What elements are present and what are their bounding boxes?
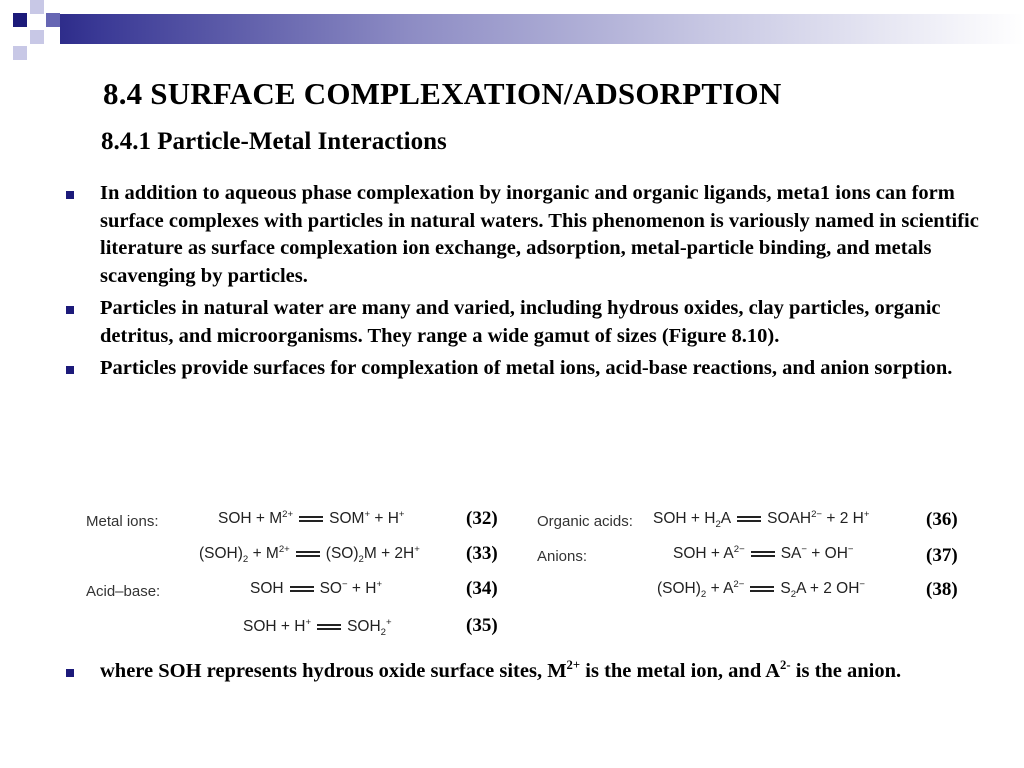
square-bullet-icon	[66, 366, 74, 374]
bullet-item	[64, 355, 984, 383]
equation-number: (38)	[926, 579, 958, 600]
equilibrium-arrow-icon	[750, 586, 774, 592]
equilibrium-arrow-icon	[317, 624, 341, 630]
slide-subtitle: 8.4.1 Particle-Metal Interactions	[101, 128, 447, 155]
equation-number: (34)	[466, 578, 498, 599]
equilibrium-arrow-icon	[290, 586, 314, 592]
square-bullet-icon	[66, 306, 74, 314]
bullet-text: Particles provide surfaces for complexation of metal ions, acid-base reactions, and anion sorption.	[100, 357, 953, 379]
bullet-text: Particles in natural water are many and varied, including hydrous oxides, clay particles, organic detritus, and microorganisms. They range a wide gamut of sizes (Figure 8.10).	[100, 297, 941, 347]
equation-38: $(SOH)_2 + A^{2-}$ $S_2A + 2$ OH−	[657, 578, 865, 601]
superscript: 2-	[780, 658, 791, 673]
equilibrium-arrow-icon	[296, 551, 320, 557]
deco-square-mid	[46, 13, 60, 27]
deco-square-light	[13, 46, 27, 60]
text-segment: is the anion.	[790, 660, 902, 682]
equilibrium-arrow-icon	[751, 551, 775, 557]
text-segment: where SOH represents hydrous oxide surface sites, M	[100, 660, 567, 682]
equation-37: SOH + $A^{2-}$ SA− + OH−	[673, 543, 854, 562]
equation-36: SOH + $H_2A$ $SOAH^{2-} + 2$ H+	[653, 508, 870, 531]
equation-34: SOH SO− + H+	[250, 578, 383, 597]
deco-square-light	[30, 0, 44, 14]
equilibrium-arrow-icon	[299, 516, 323, 522]
bullet-text: In addition to aqueous phase complexation by inorganic and organic ligands, meta1 ions can form surface complexes with particles in natural waters. This phenomenon is variously named in scientific literature as surface complexation ion exchange, adsorption, metal-particle binding, and metals scavenging by particles.	[100, 182, 979, 287]
equation-number: (35)	[466, 615, 498, 636]
equation-number: (32)	[466, 508, 498, 529]
bullet-item	[64, 180, 984, 290]
equation-label-anions: Anions:	[537, 548, 588, 565]
equation-number: (33)	[466, 543, 498, 564]
square-bullet-icon	[66, 669, 74, 677]
square-bullet-icon	[66, 191, 74, 199]
equilibrium-arrow-icon	[737, 516, 761, 522]
equation-35: SOH + H+ $SOH_2^+$	[243, 616, 392, 639]
equation-label-metal-ions: Metal ions:	[86, 513, 159, 530]
bullet-item	[64, 658, 1020, 686]
equation-number: (37)	[926, 545, 958, 566]
equation-label-acid-base: Acid–base:	[86, 583, 161, 600]
slide-title: 8.4 SURFACE COMPLEXATION/ADSORPTION	[103, 76, 782, 111]
equation-32: SOH + $M^{2+}$ SOM+ + H+	[218, 508, 405, 527]
bullet-text	[100, 658, 1020, 686]
deco-square-light	[30, 30, 44, 44]
text-segment: is the metal ion, and A	[580, 660, 781, 682]
equation-number: (36)	[926, 509, 958, 530]
bullet-list	[64, 180, 984, 388]
equation-label-organic-acids: Organic acids:	[537, 513, 633, 530]
equations-figure	[0, 500, 1024, 650]
equation-33: $(SOH)_2 + M^{2+}$ $(SO)_2M + 2H^+$	[199, 543, 420, 566]
bullet-item	[64, 295, 984, 350]
header-gradient-band	[0, 14, 1024, 44]
deco-square-navy	[13, 13, 27, 27]
superscript: 2+	[566, 658, 581, 673]
